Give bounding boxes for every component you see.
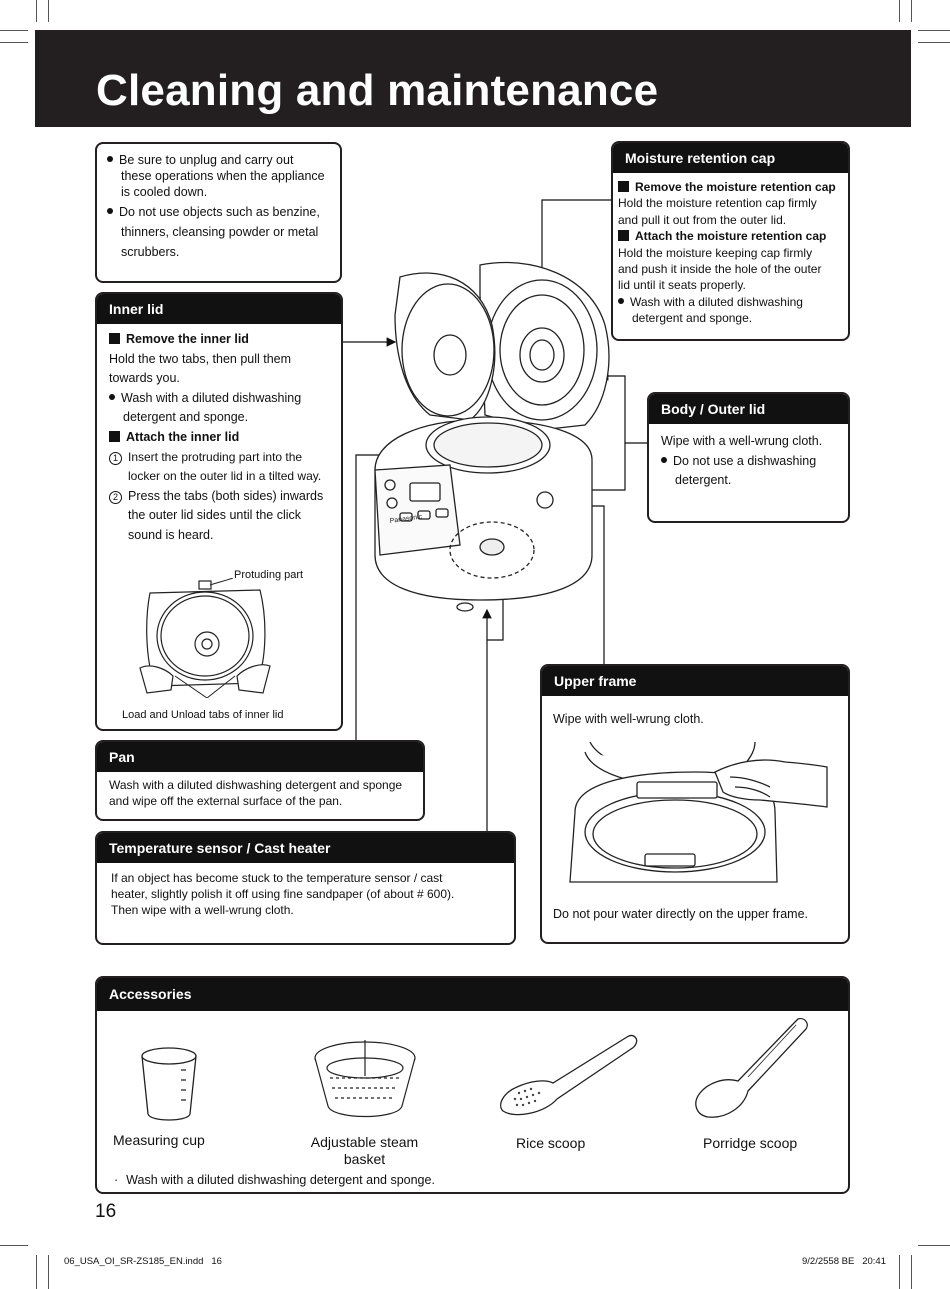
footer-date: 9/2/2558 BE 20:41 <box>802 1256 886 1267</box>
body-text: Wipe with a well-wrung cloth. <box>661 434 823 448</box>
warning-text: Be sure to unplug and carry out <box>119 153 294 167</box>
inner-lid-illustration <box>135 578 280 698</box>
body-text: Press the tabs (both sides) inwards <box>128 488 324 503</box>
body-text: and push it inside the hole of the outer <box>618 262 822 277</box>
bullet-icon <box>107 156 113 162</box>
warning-text: Do not use objects such as benzine, <box>119 205 320 219</box>
steam-basket-icon <box>310 1038 420 1128</box>
step-title: Remove the inner lid <box>126 332 249 346</box>
footer-file: 06_USA_OI_SR-ZS185_EN.indd 16 <box>64 1256 222 1267</box>
body-text: Hold the moisture keeping cap firmly <box>618 245 813 260</box>
body-text: Wash with a diluted dishwashing <box>121 390 302 405</box>
body-text: and wipe off the external surface of the pan. <box>109 794 343 808</box>
body-outer-lid-section <box>647 392 850 523</box>
temp-sensor-section <box>95 831 516 945</box>
section-heading: Moisture retention cap <box>613 143 848 173</box>
warning-text: these operations when the appliance <box>121 169 325 183</box>
body-text: the outer lid sides until the click <box>128 508 302 523</box>
body-text: Do not pour water directly on the upper frame. <box>553 907 808 921</box>
step-title: Attach the moisture retention cap <box>635 229 827 244</box>
body-text: detergent. <box>675 473 732 487</box>
page-number: 16 <box>95 1201 117 1222</box>
accessory-label: Adjustable steam basket <box>310 1134 419 1167</box>
accessory-note <box>114 1171 435 1190</box>
warning-text: scrubbers. <box>121 245 180 259</box>
pan-section <box>95 740 425 821</box>
body-text: and pull it out from the outer lid. <box>618 212 787 227</box>
accessory-label: Porridge scoop <box>703 1135 798 1151</box>
moisture-cap-section <box>611 141 850 341</box>
square-bullet-icon <box>109 333 120 344</box>
step-title: Remove the moisture retention cap <box>635 180 836 194</box>
accessory-label: Measuring cup <box>113 1132 205 1148</box>
section-heading: Inner lid <box>97 294 341 324</box>
body-text: If an object has become stuck to the temperature sensor / cast <box>111 871 443 885</box>
body-text: Hold the moisture retention cap firmly <box>618 196 817 211</box>
body-text: detergent and sponge. <box>123 410 249 425</box>
body-text: towards you. <box>109 371 180 386</box>
brand-label: Panasonic <box>389 513 423 525</box>
step-number: 1 <box>109 452 122 465</box>
accessory-label: Rice scoop <box>516 1135 586 1151</box>
body-text: Wash with a diluted dishwashing detergent and sponge. <box>126 1173 435 1187</box>
small-bullet-icon: · <box>114 1173 119 1187</box>
body-text: Wash with a diluted dishwashing <box>630 294 803 309</box>
warning-text: thinners, cleansing powder or metal <box>121 225 319 239</box>
warning-text: is cooled down. <box>121 185 208 199</box>
bullet-icon <box>618 298 624 304</box>
section-heading: Accessories <box>97 978 848 1011</box>
porridge-scoop-icon <box>690 1015 815 1125</box>
body-text: sound is heard. <box>128 527 214 542</box>
bullet-icon <box>661 457 667 463</box>
section-heading: Temperature sensor / Cast heater <box>97 833 514 863</box>
body-text: Hold the two tabs, then pull them <box>109 351 292 366</box>
square-bullet-icon <box>109 431 120 442</box>
rice-cooker-illustration <box>360 255 620 620</box>
body-text: locker on the outer lid in a tilted way. <box>128 469 322 484</box>
section-heading: Body / Outer lid <box>649 394 848 424</box>
square-bullet-icon <box>618 230 629 241</box>
warning-box <box>95 142 342 283</box>
bullet-icon <box>107 208 113 214</box>
body-text: Wipe with well-wrung cloth. <box>553 712 704 726</box>
section-heading: Upper frame <box>542 666 848 696</box>
body-text: detergent and sponge. <box>632 311 753 326</box>
body-text: Then wipe with a well-wrung cloth. <box>111 903 294 917</box>
rice-scoop-icon <box>495 1033 640 1123</box>
section-heading: Pan <box>97 742 423 772</box>
bullet-icon <box>109 394 115 400</box>
figure-label: Protuding part <box>234 569 304 581</box>
measuring-cup-icon <box>138 1046 200 1126</box>
page-title: Cleaning and maintenance <box>96 66 659 115</box>
body-text: heater, slightly polish it off using fine sandpaper (of about # 600). <box>111 887 455 901</box>
square-bullet-icon <box>618 181 629 192</box>
body-text: lid until it seats properly. <box>618 278 746 293</box>
body-text: Insert the protruding part into the <box>128 449 303 464</box>
body-text: Wash with a diluted dishwashing detergent and sponge <box>109 778 403 792</box>
step-number: 2 <box>109 491 122 504</box>
body-text: Do not use a dishwashing <box>673 453 817 468</box>
figure-caption: Load and Unload tabs of inner lid <box>122 709 284 721</box>
step-title: Attach the inner lid <box>126 429 240 444</box>
upper-frame-illustration <box>565 742 830 892</box>
